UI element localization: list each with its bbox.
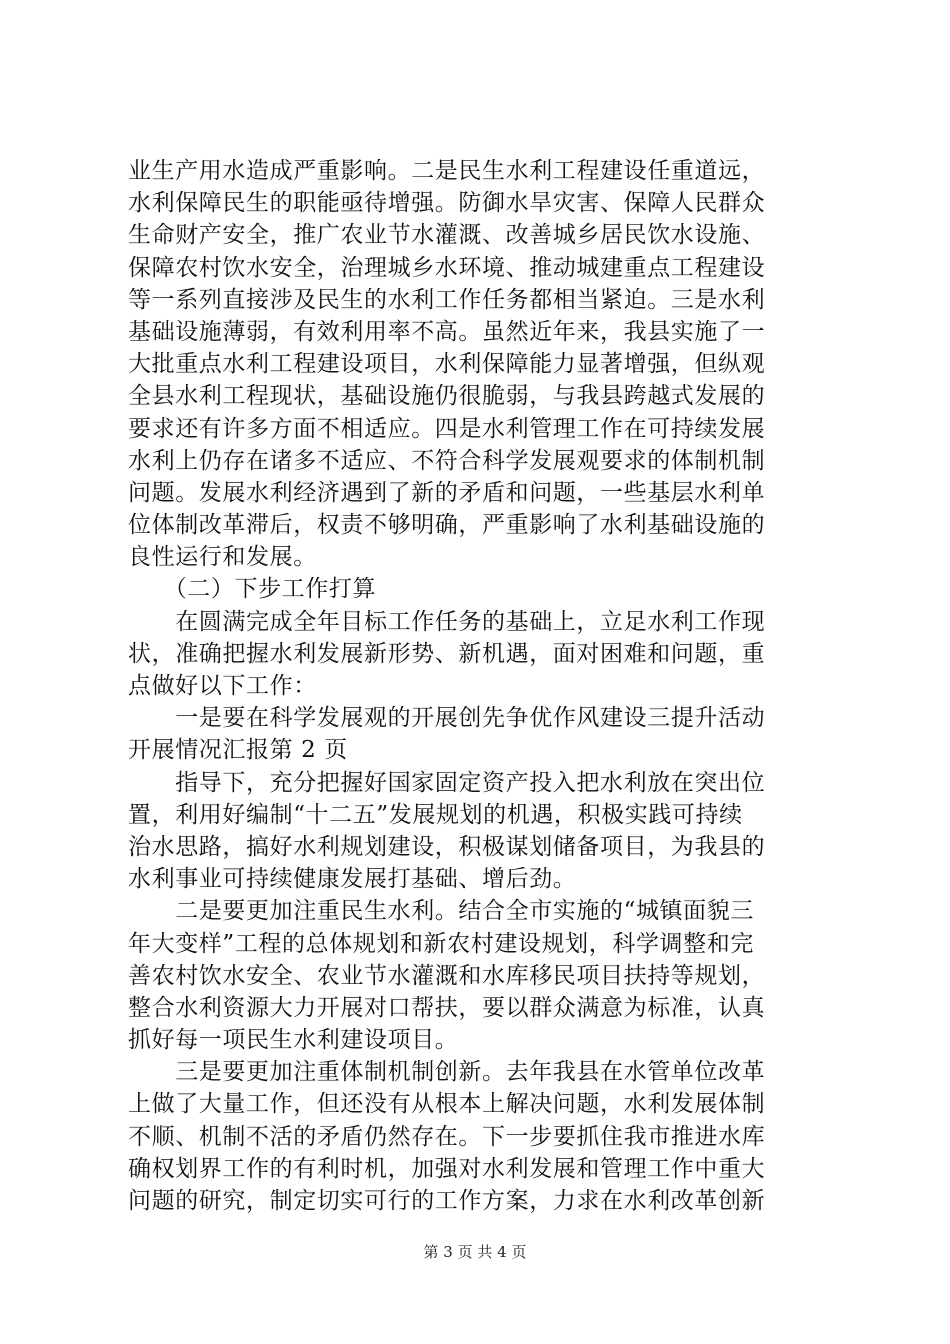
text-line: 大批重点水利工程建设项目，水利保障能力显著增强，但纵观 bbox=[128, 351, 766, 378]
text-line: 水利保障民生的职能亟待增强。防御水旱灾害、保障人民群众 bbox=[128, 190, 766, 217]
section-heading: （二）下步工作打算 bbox=[128, 576, 377, 603]
text-line: 良性运行和发展。 bbox=[128, 544, 317, 571]
text-line: 等一系列直接涉及民生的水利工作任务都相当紧迫。三是水利 bbox=[128, 286, 766, 313]
text-line: 善农村饮水安全、农业节水灌溉和水库移民项目扶持等规划， bbox=[128, 962, 766, 989]
text-line: 二是要更加注重民生水利。结合全市实施的“城镇面貌三 bbox=[128, 898, 754, 925]
text-line: 要求还有许多方面不相适应。四是水利管理工作在可持续发展 bbox=[128, 415, 766, 442]
text-line: 基础设施薄弱，有效利用率不高。虽然近年来，我县实施了一 bbox=[128, 318, 766, 345]
text-line: 整合水利资源大力开展对口帮扶，要以群众满意为标准，认真 bbox=[128, 994, 766, 1021]
page-footer: 第 3 页 共 4 页 bbox=[423, 1243, 527, 1261]
text-line: 上做了大量工作，但还没有从根本上解决问题，水利发展体制 bbox=[128, 1091, 766, 1118]
text-line: 位体制改革滞后，权责不够明确，严重影响了水利基础设施的 bbox=[128, 512, 766, 539]
text-line: 保障农村饮水安全，治理城乡水环境、推动城建重点工程建设 bbox=[128, 254, 766, 281]
text-line: 全县水利工程现状，基础设施仍很脆弱，与我县跨越式发展的 bbox=[128, 383, 766, 410]
text-line: 开展情况汇报第 2 页 bbox=[128, 737, 348, 764]
text-line: 点做好以下工作： bbox=[128, 673, 317, 699]
text-line: 抓好每一项民生水利建设项目。 bbox=[128, 1027, 459, 1054]
body-text bbox=[128, 155, 828, 1217]
text-line: 治水思路，搞好水利规划建设，积极谋划储备项目，为我县的 bbox=[128, 833, 766, 860]
text-line: 状，准确把握水利发展新形势、新机遇，面对困难和问题，重 bbox=[128, 640, 766, 667]
text-line: 三是要更加注重体制机制创新。去年我县在水管单位改革 bbox=[128, 1059, 766, 1086]
text-line: 生命财产安全，推广农业节水灌溉、改善城乡居民饮水设施、 bbox=[128, 222, 766, 249]
text-line: 在圆满完成全年目标工作任务的基础上，立足水利工作现 bbox=[128, 608, 766, 635]
text-line: 问题的研究，制定切实可行的工作方案，力求在水利改革创新 bbox=[128, 1188, 766, 1214]
text-line: 置，利用好编制“十二五”发展规划的机遇，积极实践可持续 bbox=[128, 801, 743, 828]
text-line: 确权划界工作的有利时机，加强对水利发展和管理工作中重大 bbox=[128, 1155, 766, 1182]
text-line: 不顺、机制不活的矛盾仍然存在。下一步要抓住我市推进水库 bbox=[128, 1123, 766, 1150]
text-line: 年大变样”工程的总体规划和新农村建设规划，科学调整和完 bbox=[128, 930, 754, 957]
text-line: 水利事业可持续健康发展打基础、增后劲。 bbox=[128, 866, 577, 893]
text-line: 业生产用水造成严重影响。二是民生水利工程建设任重道远， bbox=[128, 158, 766, 184]
text-line: 问题。发展水利经济遇到了新的矛盾和问题，一些基层水利单 bbox=[128, 479, 766, 506]
text-line: 水利上仍存在诸多不适应、不符合科学发展观要求的体制机制 bbox=[128, 447, 766, 474]
text-line: 指导下，充分把握好国家固定资产投入把水利放在突出位 bbox=[128, 769, 766, 796]
text-line: 一是要在科学发展观的开展创先争优作风建设三提升活动 bbox=[128, 705, 766, 732]
